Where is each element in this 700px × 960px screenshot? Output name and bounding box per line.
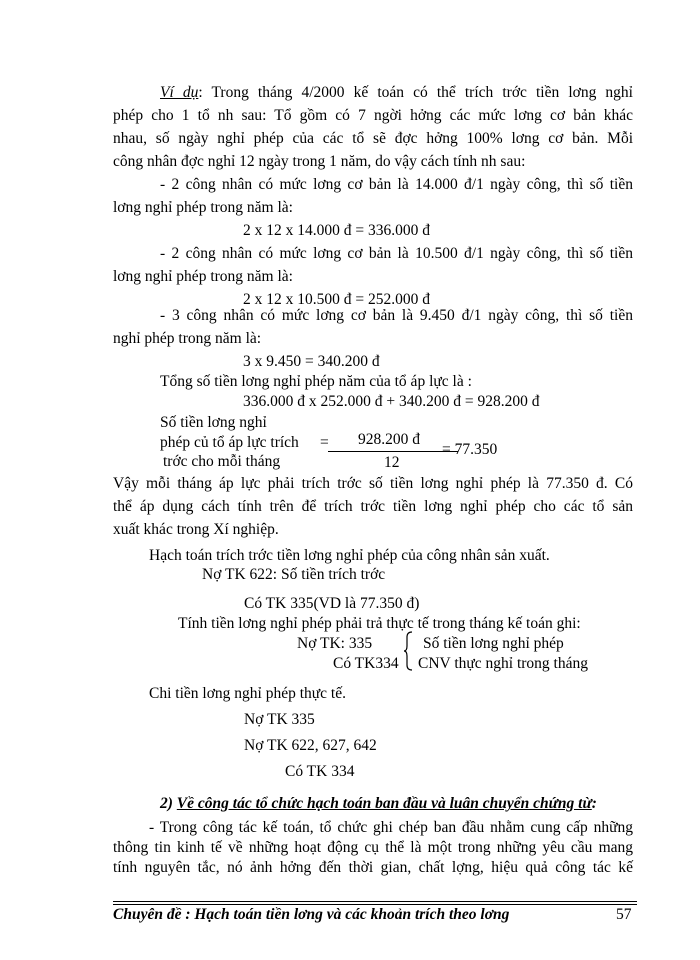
item-1-formula: 2 x 12 x 14.000 đ = 336.000 đ [243,222,430,239]
brace-note-2: CNV thực nghỉ trong tháng [418,655,588,672]
debit-622: Nợ TK 622: Số tiền trích trớc [202,566,386,583]
curly-brace-icon [404,631,414,671]
footer-title: Chuyên đề : Hạch toán tiền lơng và các khoản trích theo lơng [113,906,510,923]
item-2-line-1: - 2 công nhân có mức lơng cơ bản là 10.500 đ/1 ngày công, thì số tiền [160,245,633,262]
example-line-4: công nhân đợc nghỉ 12 ngày trong 1 năm, do vậy cách tính nh sau: [113,153,526,170]
example-line-2: phép cho 1 tổ nh sau: Tổ gồm có 7 ngời hởng các mức lơng cơ bản khác [113,107,633,124]
fraction-equals: = [320,434,329,451]
accounting-intro: Hạch toán trích trớc tiền lơng nghỉ phép của công nhân sản xuất. [149,547,550,564]
credit-334: Có TK334 [333,655,399,672]
footer-rule [113,901,637,902]
item-1-line-2: lơng nghỉ phép trong năm là: [113,199,293,216]
example-line-1 [160,83,633,103]
total-label: Tổng số tiền lơng nghỉ phép năm của tổ áp lực là : [160,373,472,390]
fraction-label-2: phép củ tổ áp lực trích [160,434,299,451]
conclusion-line-1: Vậy mỗi tháng áp lực phải trích trớc số tiền lơng nghỉ phép là 77.350 đ. Có [113,475,633,492]
section-2-line-3: tính nguyên tắc, nó ảnh hởng đến thời gian, chất lợng, hiệu quả công tác kế [113,859,633,876]
actual-intro: Tính tiền lơng nghỉ phép phải trả thực tế trong tháng kế toán ghi: [178,615,581,632]
page-number: 57 [616,906,632,923]
item-3-formula: 3 x 9.450 = 340.200 đ [243,353,380,370]
pay-intro: Chi tiền lơng nghỉ phép thực tế. [149,685,346,702]
fraction-result: = 77.350 [442,441,498,458]
total-formula: 336.000 đ x 252.000 đ + 340.200 đ = 928.200 đ [243,393,540,410]
pay-debit-335: Nợ TK 335 [244,711,315,728]
conclusion-line-2: thể áp dụng cách tính trên để trích trớc tiền lơng nghỉ phép cho các tổ sản [113,498,633,515]
fraction-denominator: 12 [384,454,400,471]
item-1-line-1: - 2 công nhân có mức lơng cơ bản là 14.000 đ/1 ngày công, thì số tiền [160,176,633,193]
example-line-1-text: : Trong tháng 4/2000 kế toán có thể trích trớc tiền lơng nghỉ [198,84,633,101]
brace-note-1: Số tiền lơng nghỉ phép [423,635,564,652]
fraction-label-1: Số tiền lơng nghỉ [160,414,267,431]
item-2-line-2: lơng nghỉ phép trong năm là: [113,268,293,285]
conclusion-line-3: xuất khác trong Xí nghiệp. [113,521,279,538]
credit-335: Có TK 335(VD là 77.350 đ) [244,595,420,612]
section-2-line-2: thông tin kinh tế về những hoạt động cụ thể là một trong những yêu cầu mang [113,839,633,856]
section-2-line-1: - Trong công tác kế toán, tổ chức ghi chép ban đầu nhằm cung cấp những [149,819,633,836]
item-3-line-1: - 3 công nhân có mức lơng cơ bản là 9.450 đ/1 ngày công, thì số tiền [160,307,633,324]
example-line-3: nhau, số ngày nghỉ phép của các tổ sẽ đợc hởng 100% lơng cơ bản. Mỗi [113,130,633,147]
debit-335: Nợ TK: 335 [297,635,373,652]
item-2-formula: 2 x 12 x 10.500 đ = 252.000 đ [243,291,430,308]
fraction-label-3: trớc cho mỗi tháng [163,453,281,470]
section-2-heading [160,794,597,814]
section-2-heading-end: : [591,795,597,812]
pay-debit-multi: Nợ TK 622, 627, 642 [244,737,377,754]
example-lead: Ví dụ [160,84,199,101]
fraction-bar [328,451,458,452]
section-2-heading-text: Về công tác tổ chức hạch toán ban đầu và luân chuyển chứng từ [176,795,592,812]
section-2-number: 2) [160,795,177,812]
pay-credit-334: Có TK 334 [285,763,355,780]
fraction-numerator: 928.200 đ [358,431,420,448]
item-3-line-2: nghỉ phép trong năm là: [113,330,262,347]
